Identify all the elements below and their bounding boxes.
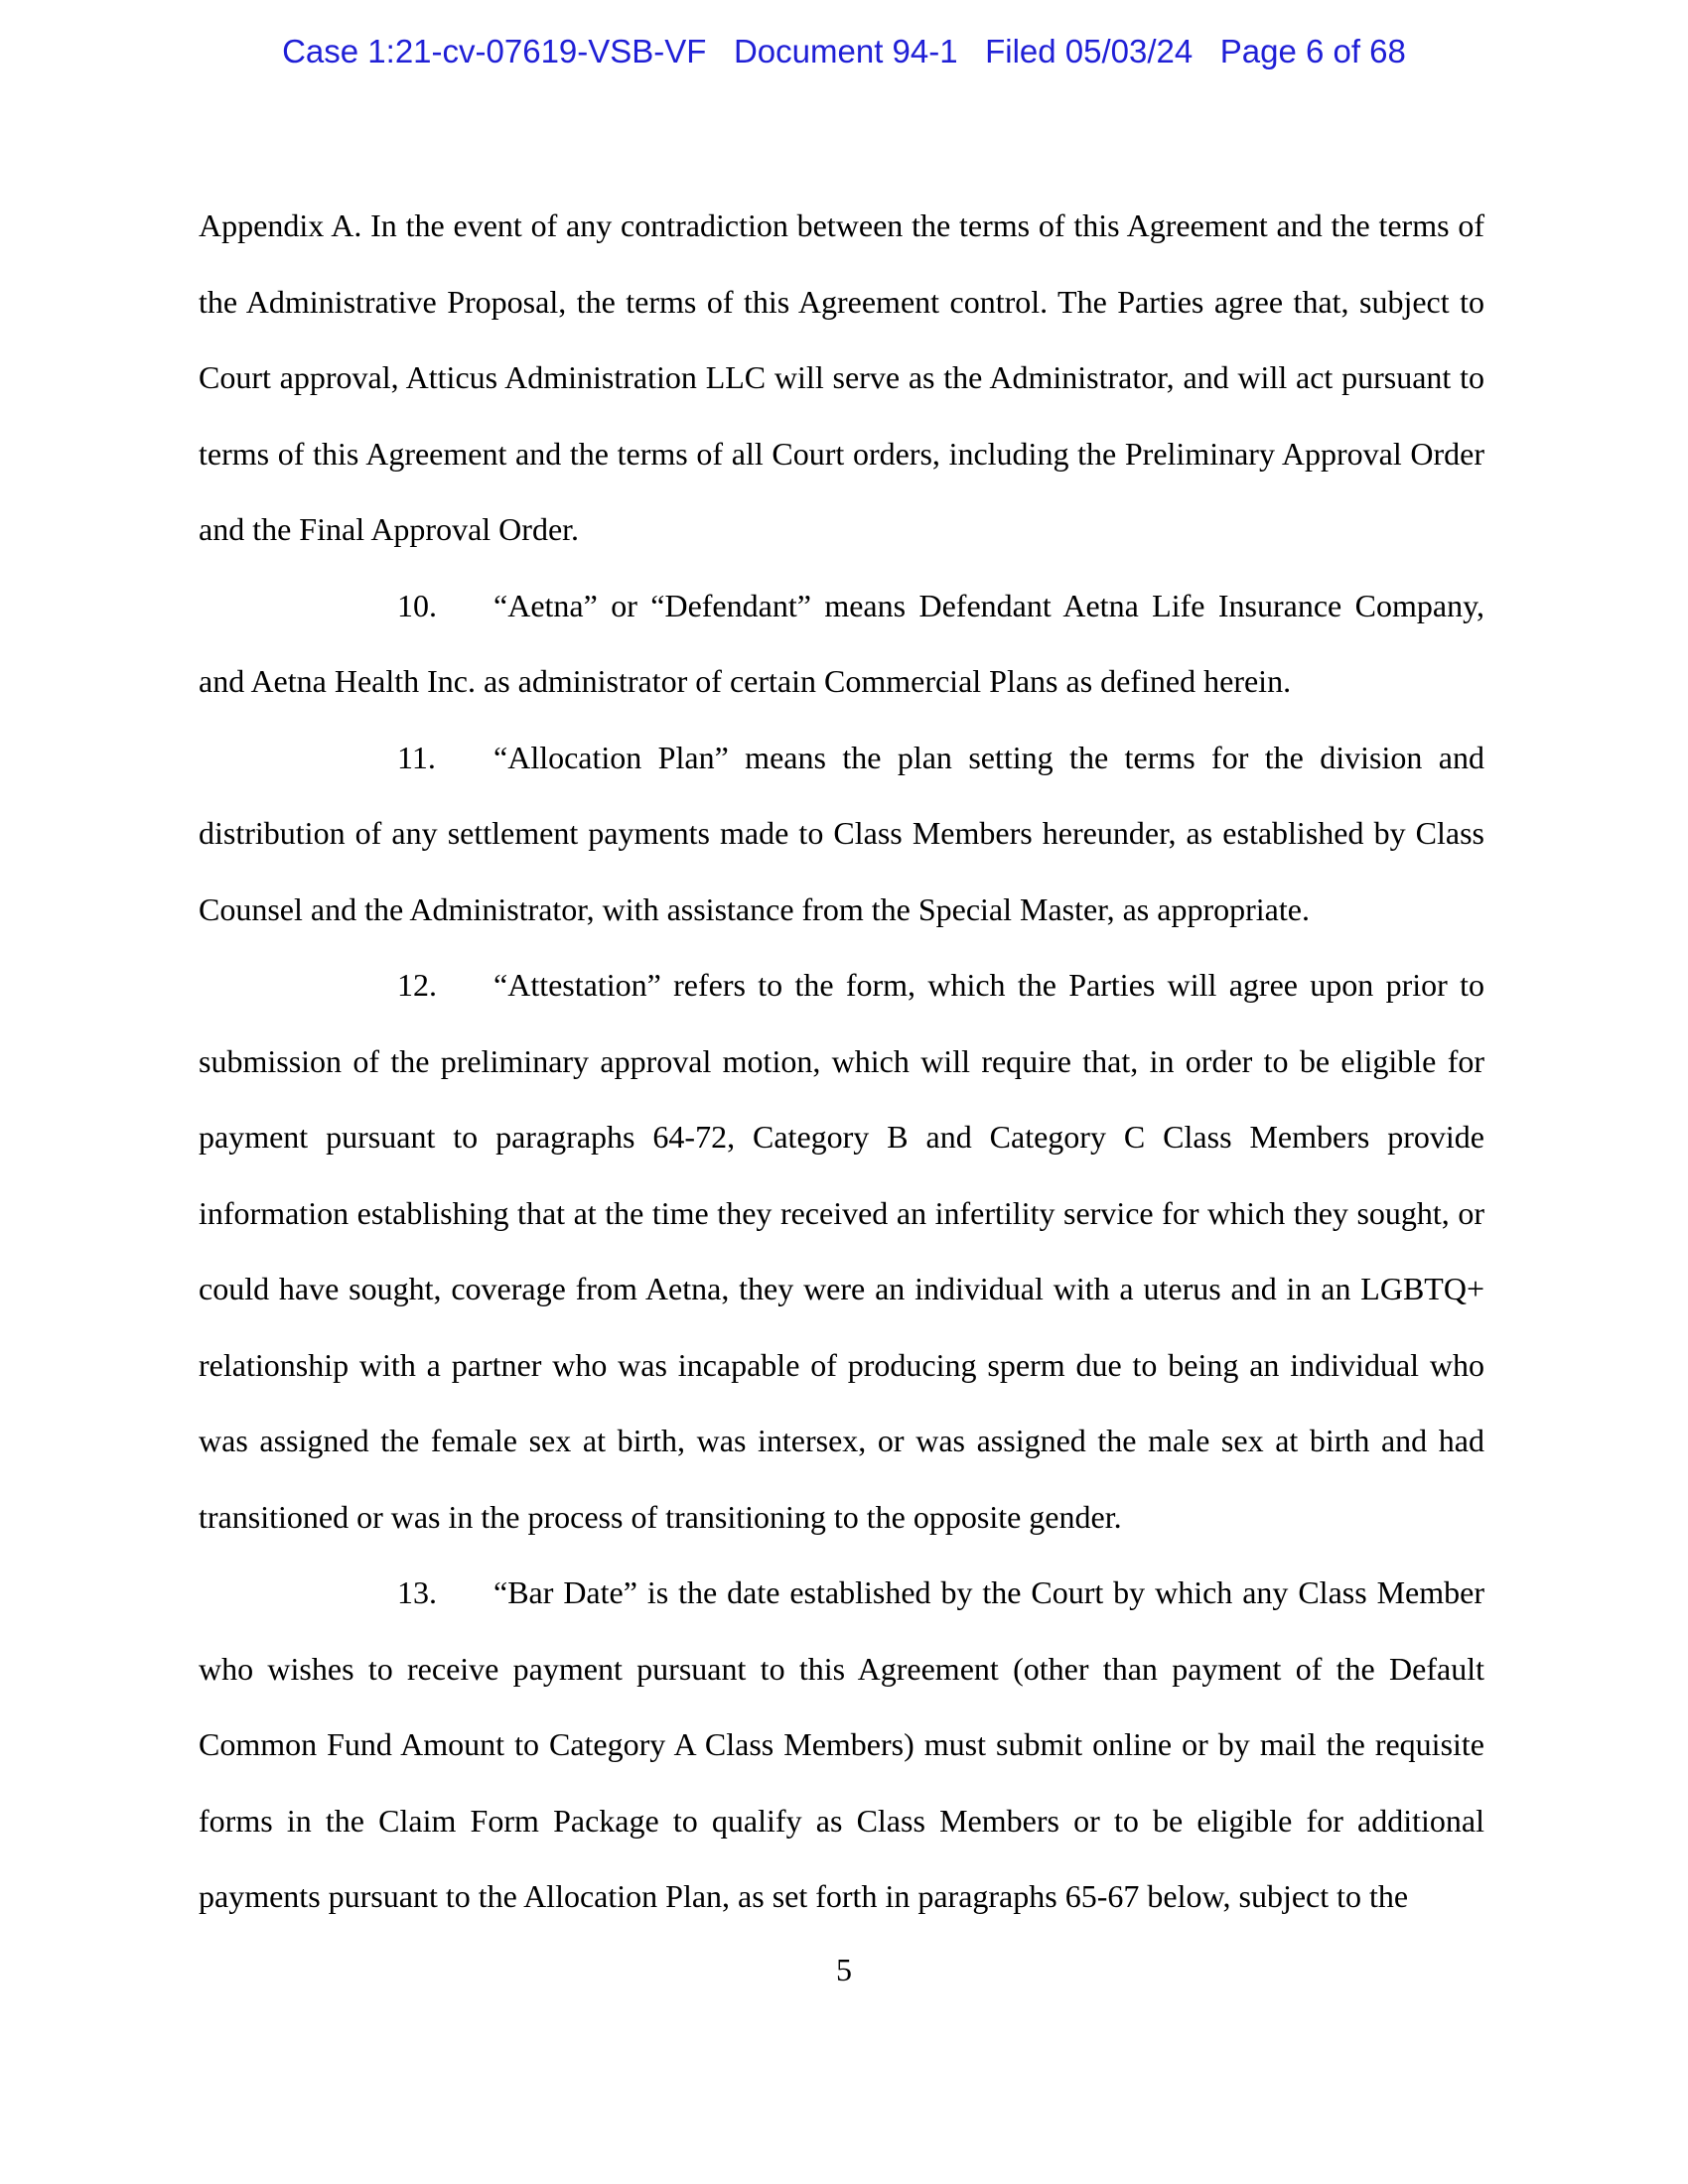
paragraph-number: 13. [397,1574,437,1610]
paragraph-continuation [199,188,1484,568]
document-body [199,188,1484,1935]
paragraph-text: “Bar Date” is the date established by the Court by which any Class Member who wishes to receive payment pursuant to this Agreement (other than payment of the Default Common Fund Amount to Category A Class Members) must submit online or by mail the requisite forms in the Claim Form Package to qualify as Class Members or to be eligible for additional payments pursuant to the Allocation Plan, as set forth in paragraphs 65-67 below, subject to the [199,1574,1484,1914]
paragraph-text: “Allocation Plan” means the plan setting the terms for the division and distribution of any settlement payments made to Class Members hereunder, as established by Class Counsel and the Administrator, with assistance from the Special Master, as appropriate. [199,739,1484,927]
paragraph-number: 10. [397,587,437,623]
paragraph-text: Appendix A. In the event of any contradiction between the terms of this Agreement and the terms of the Administrative Proposal, the terms of this Agreement control. The Parties agree that, subject to Court approval, Atticus Administration LLC will serve as the Administrator, and will act pursuant to terms of this Agreement and the terms of all Court orders, including the Preliminary Approval Order and the Final Approval Order. [199,207,1484,547]
paragraph-text: “Attestation” refers to the form, which the Parties will agree upon prior to submission of the preliminary approval motion, which will require that, in order to be eligible for payment pursuant to paragraphs 64-72, Category B and Category C Class Members provide information establishing that at the time they received an infertility service for which they sought, or could have sought, coverage from Aetna, they were an individual with a uterus and in an LGBTQ+ relationship with a partner who was incapable of producing sperm due to being an individual who was assigned the female sex at birth, was intersex, or was assigned the male sex at birth and had transitioned or was in the process of transitioning to the opposite gender. [199,967,1484,1535]
page-number: 5 [836,1952,852,1987]
paragraph-10 [199,568,1484,720]
case-header: Case 1:21-cv-07619-VSB-VF Document 94-1 Filed 05/03/24 Page 6 of 68 [282,33,1406,69]
paragraph-12 [199,947,1484,1555]
paragraph-number: 12. [397,967,437,1003]
paragraph-11 [199,720,1484,948]
paragraph-text: “Aetna” or “Defendant” means Defendant Aetna Life Insurance Company, and Aetna Health Inc. as administrator of certain Commercial Plans as defined herein. [199,587,1484,699]
paragraph-13 [199,1555,1484,1935]
paragraph-number: 11. [397,739,436,775]
